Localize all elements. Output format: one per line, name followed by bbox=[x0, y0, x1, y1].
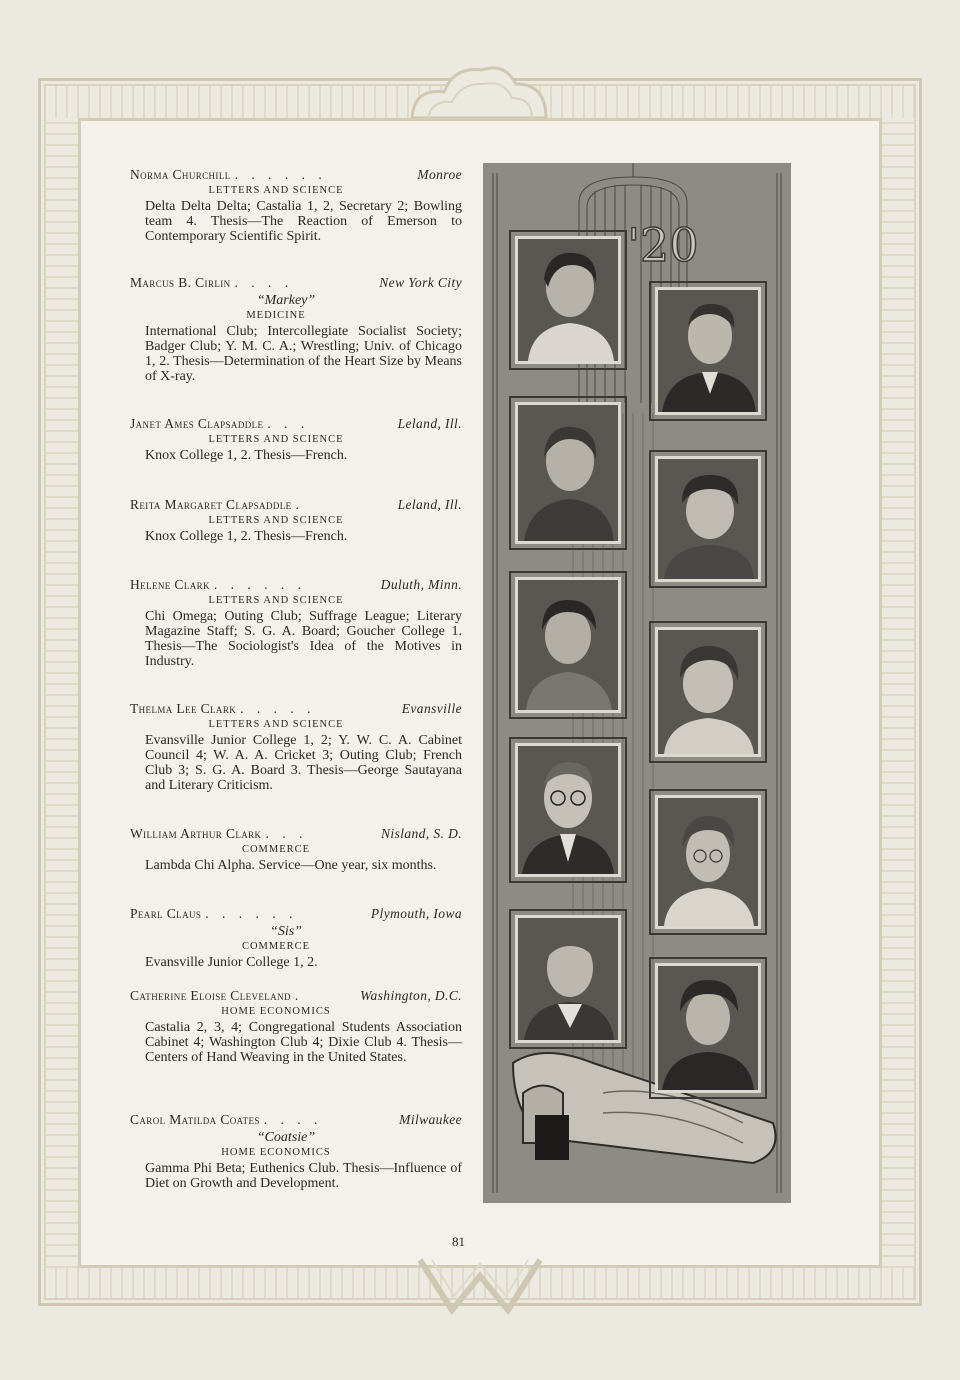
entry-hometown: New York City bbox=[379, 275, 462, 290]
entry-school: LETTERS AND SCIENCE bbox=[208, 434, 344, 445]
entry-name: Marcus B. Cirlin bbox=[130, 275, 231, 290]
entry-school: HOME ECONOMICS bbox=[221, 1006, 331, 1017]
entry-name: Pearl Claus bbox=[130, 906, 202, 921]
entry-name: Norma Churchill bbox=[130, 167, 231, 182]
entry-hometown: Leland, Ill. bbox=[397, 497, 462, 512]
leader-dots: . . . . . . bbox=[205, 906, 298, 921]
entry-janet-clapsaddle bbox=[130, 416, 462, 463]
entry-name: Thelma Lee Clark bbox=[130, 701, 237, 716]
entry-name: Reita Margaret Clapsaddle bbox=[130, 497, 292, 512]
page-number: 81 bbox=[452, 1234, 465, 1249]
portrait-panel bbox=[483, 163, 791, 1203]
entry-school: MEDICINE bbox=[246, 310, 306, 321]
leader-dots: . . . . bbox=[263, 1112, 323, 1127]
portrait-norma-churchill bbox=[515, 236, 621, 364]
portrait-thelma-clark bbox=[655, 627, 761, 757]
entry-school: COMMERCE bbox=[241, 844, 311, 855]
entry-school: COMMERCE bbox=[241, 941, 311, 952]
entry-school: LETTERS AND SCIENCE bbox=[208, 595, 344, 606]
entry-pearl-claus bbox=[130, 906, 462, 970]
leader-dots: . bbox=[295, 497, 304, 512]
entry-catherine-cleveland bbox=[130, 988, 462, 1065]
entry-reita-clapsaddle bbox=[130, 497, 462, 544]
leader-dots: . . . . bbox=[234, 275, 294, 290]
portrait-janet-clapsaddle bbox=[515, 402, 621, 544]
entry-name: William Arthur Clark bbox=[130, 826, 262, 841]
entry-description: International Club; Intercollegiate Socialist Society; Badger Club; Y. M. C. A.; Wrestling; Univ. of Chicago 1, 2. Thesis—Determination of the Heart Size by Means of X-ray. bbox=[145, 324, 462, 384]
entry-william-clark bbox=[130, 826, 462, 873]
entry-nickname: “Coatsie” bbox=[256, 1130, 316, 1145]
entry-description: Evansville Junior College 1, 2. bbox=[145, 955, 318, 970]
entry-school: LETTERS AND SCIENCE bbox=[208, 515, 344, 526]
entry-description: Delta Delta Delta; Castalia 1, 2, Secretary 2; Bowling team 4. Thesis—The Reaction of Emerson to Contemporary Scientific Spirit. bbox=[145, 199, 462, 244]
entry-hometown: Duluth, Minn. bbox=[380, 577, 462, 592]
leader-dots: . bbox=[294, 988, 304, 1003]
entry-description: Gamma Phi Beta; Euthenics Club. Thesis—Influence of Diet on Growth and Development. bbox=[145, 1161, 462, 1191]
leader-dots: . . . . . bbox=[240, 701, 316, 716]
entry-nickname: “Sis” bbox=[270, 924, 302, 939]
entry-hometown: Nisland, S. D. bbox=[381, 826, 462, 841]
entry-school: LETTERS AND SCIENCE bbox=[208, 719, 344, 730]
portrait-marcus-cirlin bbox=[655, 287, 761, 415]
entry-norma-churchill bbox=[130, 167, 462, 244]
entry-hometown: Evansville bbox=[401, 701, 462, 716]
leader-dots: . . . . . . bbox=[213, 577, 307, 592]
class-year-label: '20 bbox=[627, 218, 699, 272]
entry-description: Evansville Junior College 1, 2; Y. W. C. A. Cabinet Council 4; W. A. A. Cricket 3; Outing Club; French Club 3; S. G. A. Board 3. Thesis—George Sautayana and Literary Criticism. bbox=[145, 733, 462, 793]
entry-description: Chi Omega; Outing Club; Suffrage League; Literary Magazine Staff; S. G. A. Board; Goucher College 1. Thesis—The Sociologist's Idea of the Motives in Industry. bbox=[145, 609, 462, 669]
portrait-catherine-cleveland bbox=[515, 915, 621, 1043]
entry-hometown: Plymouth, Iowa bbox=[370, 906, 462, 921]
entry-marcus-cirlin bbox=[130, 275, 462, 384]
entry-description: Knox College 1, 2. Thesis—French. bbox=[145, 448, 348, 463]
entry-name: Catherine Eloise Cleveland bbox=[130, 988, 291, 1003]
entry-helene-clark bbox=[130, 577, 462, 669]
entry-nickname: “Markey” bbox=[256, 293, 316, 308]
w-monogram-icon bbox=[400, 1256, 560, 1316]
entry-thelma-clark bbox=[130, 701, 462, 793]
portrait-pearl-claus bbox=[655, 795, 761, 929]
entry-hometown: Monroe bbox=[417, 167, 462, 182]
portrait-helene-clark bbox=[515, 577, 621, 713]
entry-description: Castalia 2, 3, 4; Congregational Students Association Cabinet 4; Washington Club 4; Dixie Club 4. Thesis—Centers of Hand Weaving in the United States. bbox=[145, 1020, 462, 1065]
portrait-william-clark bbox=[515, 743, 621, 877]
entry-school: LETTERS AND SCIENCE bbox=[208, 185, 344, 196]
portrait-reita-clapsaddle bbox=[655, 456, 761, 582]
entry-hometown: Leland, Ill. bbox=[397, 416, 462, 431]
entry-hometown: Milwaukee bbox=[399, 1112, 462, 1127]
entry-hometown: Washington, D.C. bbox=[360, 988, 462, 1003]
entry-name: Carol Matilda Coates bbox=[130, 1112, 260, 1127]
entry-name: Janet Ames Clapsaddle bbox=[130, 416, 264, 431]
entry-description: Lambda Chi Alpha. Service—One year, six months. bbox=[145, 858, 437, 873]
entry-carol-coates bbox=[130, 1112, 462, 1191]
portrait-carol-coates bbox=[655, 963, 761, 1093]
entry-description: Knox College 1, 2. Thesis—French. bbox=[145, 529, 348, 544]
leader-dots: . . . bbox=[265, 826, 308, 841]
leader-dots: . . . bbox=[267, 416, 310, 431]
leader-dots: . . . . . . bbox=[234, 167, 327, 182]
entry-name: Helene Clark bbox=[130, 577, 210, 592]
entry-school: HOME ECONOMICS bbox=[221, 1147, 331, 1158]
